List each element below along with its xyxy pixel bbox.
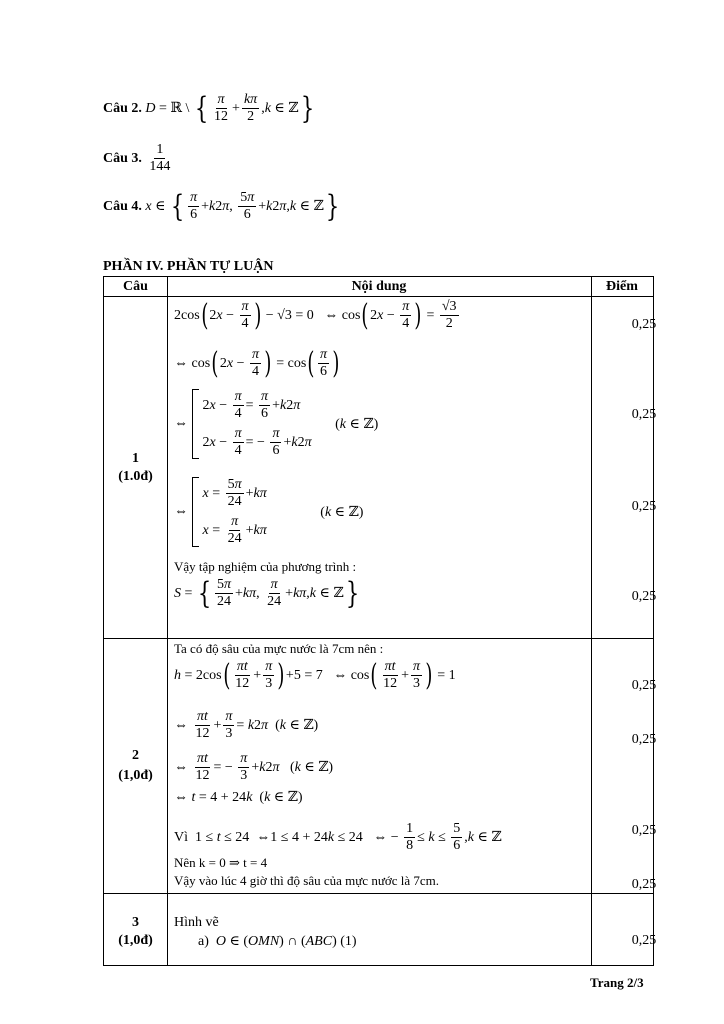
header-cau: Câu [123, 279, 148, 294]
row2-because-label: Vì [174, 829, 188, 845]
answer-label: Câu 3. [103, 150, 142, 166]
row2-number: 2 [132, 748, 139, 763]
answer-table [103, 276, 657, 966]
part-a-label: a) [198, 934, 209, 949]
row1-eq1: 2cos(2x − $\frac{\pi}{4}$ ) − √3 = 0 ⇔ cos(2x − $\frac{\pi}{4}$ ) = $\frac{√3}{2}$ [174, 297, 457, 333]
row3-score-1: 0,25 [631, 933, 657, 948]
header-diem: Điểm [606, 279, 638, 294]
answer-label: Câu 2. [103, 100, 142, 116]
row1-eq4: ⇔ x = $\frac{5\pi}{24}$ +kπ x = $\frac{\pi}{24}$ +kπ (k ∈ ℤ) [174, 477, 364, 547]
row1-number: 1 [132, 451, 139, 466]
answer-cau-3: Câu 3. $\frac{1}{144}$ [103, 142, 171, 175]
header-noi-dung: Nội dung [351, 279, 407, 294]
row2-score-4: 0,25 [631, 877, 657, 892]
row1-eq2: ⇔ cos(2x − $\frac{\pi}{4}$ ) = cos( $\frac{\pi}{6}$ ) [174, 345, 340, 381]
row1-score-2: 0,25 [631, 407, 657, 422]
row3-part-a: a) O ∈ (OMN) ∩ (ABC) (1) [198, 934, 357, 949]
row2-score-1: 0,25 [631, 678, 657, 693]
answer-cau-4: Câu 4. x ∈ { $\frac{\pi}{6}$ +k2π, $\frac{5\pi}{6}$ +k2π,k ∈ ℤ} [103, 188, 339, 224]
row2-then: Nên k = 0 ⇒ t = 4 [174, 855, 268, 870]
row1-score-3: 0,25 [631, 499, 657, 514]
row2-score-2: 0,25 [631, 732, 657, 747]
row1-score-4: 0,25 [631, 589, 657, 604]
row1-eq3: ⇔ 2x − $\frac{\pi}{4}$ = $\frac{\pi}{6}$ +k2π 2x − $\frac{\pi}{4}$ = − $\frac{\pi}{6}$ +k2π (k ∈ ℤ) [174, 389, 379, 459]
answer-cau-2: Câu 2. D = ℝ \ { $\frac{\pi}{12}$ + $\frac{k\pi}{2}$ ,k ∈ ℤ} [103, 90, 314, 126]
row3-figure-label: Hình vẽ [174, 915, 219, 930]
row2-points-total: (1,0đ) [118, 768, 153, 783]
section-title: PHẦN IV. PHẦN TỰ LUẬN [103, 259, 274, 274]
row1-score-1: 0,25 [631, 317, 657, 332]
answer-label: Câu 4. [103, 198, 142, 214]
row2-eq1: h = 2cos( $\frac{\pi t}{12}$ + $\frac{\pi}{3}$ )+5 = 7 ⇔ cos( $\frac{\pi t}{12}$ + $\frac{\pi}{3}$ ) = 1 [174, 657, 456, 693]
row1-points-total: (1.0đ) [118, 469, 153, 484]
row1-solution-set: S = { $\frac{5\pi}{24}$ +kπ, $\frac{\pi}{24}$ +kπ,k ∈ ℤ} [174, 575, 359, 611]
page-number: Trang 2/3 [590, 975, 644, 990]
row3-number: 3 [132, 915, 139, 930]
row2-eq3: ⇔ $\frac{\pi t}{12}$ = − $\frac{\pi}{3}$ +k2π (k ∈ ℤ) [174, 751, 334, 784]
row2-eq4: ⇔ t = 4 + 24k (k ∈ ℤ) [174, 790, 303, 805]
row3-points-total: (1,0đ) [118, 933, 153, 948]
row1-solution-label: Vậy tập nghiệm của phương trình : [174, 559, 357, 574]
row2-intro: Ta có độ sâu của mực nước là 7cm nên : [174, 641, 384, 656]
row2-conclusion: Vậy vào lúc 4 giờ thì độ sâu của mực nước là 7cm. [174, 873, 440, 888]
row2-eq5: Vì 1 ≤ t ≤ 24 ⇔1 ≤ 4 + 24k ≤ 24 ⇔ − $\frac{1}{8}$ ≤ k ≤ $\frac{5}{6}$ ,k ∈ ℤ [174, 821, 502, 854]
row2-eq2: ⇔ $\frac{\pi t}{12}$ + $\frac{\pi}{3}$ = k2π (k ∈ ℤ) [174, 709, 319, 742]
row2-score-3: 0,25 [631, 823, 657, 838]
